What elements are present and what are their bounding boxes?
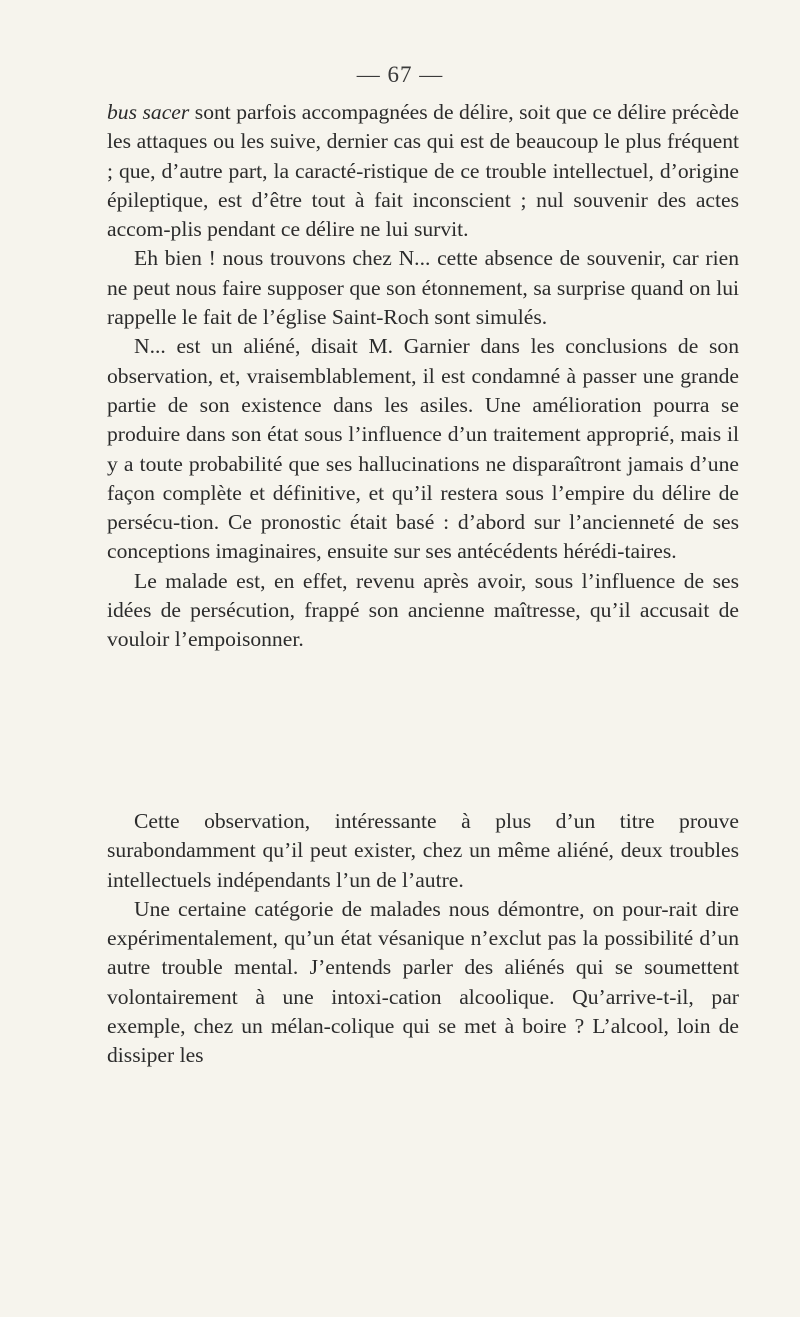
paragraph-1-text: sont parfois accompagnées de délire, soit que ce délire précède les attaques ou les suive, dernier cas qui est de beaucoup le plus fréquent ; que, d’autre part, la caracté-ristique de ce trouble intellectuel, d’origine épileptique, est d’être tout à fait inconscient ; nul souvenir des actes accom-plis pendant ce délire ne lui survit. — [107, 100, 739, 242]
paragraph-2: Eh bien ! nous trouvons chez N... cette absence de souvenir, car rien ne peut nous faire supposer que son étonnement, sa surprise quand on lui rappelle le fait de l’église Saint-Roch sont simulés. — [107, 246, 739, 330]
paragraph-5: Cette observation, intéressante à plus d’un titre prouve surabondamment qu’il peut exister, chez un même aliéné, deux troubles intellectuels indépendants l’un de l’autre. — [107, 809, 739, 892]
paragraph-4: Le malade est, en effet, revenu après avoir, sous l’influence de ses idées de persécution, frappé son ancienne maîtresse, qu’il accusait de vouloir l’empoisonner. — [107, 568, 739, 652]
paragraph-1 — [107, 98, 739, 244]
paragraph-3: N... est un aliéné, disait M. Garnier dans les conclusions de son observation, et, vraisemblablement, il est condamné à passer une grande partie de son existence dans les asiles. Une amélioration pourra se produire dans son état sous l’influence d’un traitement approprié, mais il y a toute probabilité que ses hallucinations ne disparaîtront jamais d’une façon complète et définitive, et qu’il restera sous l’empire du délire de persécu-tion. Ce pronostic était basé : d’abord sur l’ancienneté de ses conceptions imaginaires, ensuite sur ses antécédents hérédi-taires. — [107, 334, 739, 564]
page-number: — 67 — — [356, 62, 444, 87]
paragraph-6: Une certaine catégorie de malades nous démontre, on pour-rait dire expérimentalement, qu’un état vésanique n’exclut pas la possibilité d’un autre trouble mental. J’entends parler des aliénés qui se soumettent volontairement à une intoxi-cation alcoolique. Qu’arrive-t-il, par exemple, chez un mélan-colique qui se met à boire ? L’alcool, loin de dissiper les — [107, 896, 739, 1068]
text-block-lower — [107, 807, 739, 1071]
text-block-upper — [107, 98, 739, 655]
latin-term: bus sacer — [107, 100, 190, 124]
